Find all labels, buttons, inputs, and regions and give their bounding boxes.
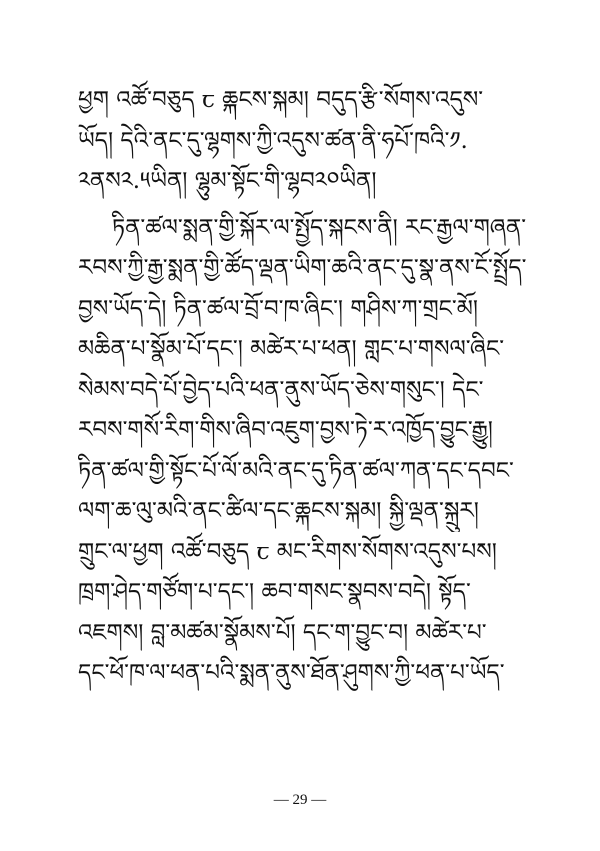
text-line-6: བྱས་ཡོད་དེ། ཏིན་ཚལ་བྲོ་བ་ཁ་ཞིང་། གཤིས་ཀ་གྲང་མོ། — [78, 295, 478, 322]
paragraph-first-line: ཏིན་ཚལ་སྨན་གྱི་སྐོར་ལ་སྤྱོད་སྐངས་ནི། རང་རྒྱལ་གཞན་ — [112, 214, 527, 241]
body-text — [78, 80, 556, 694]
text-line-15: དང་ཕོ་ཁ་ལ་ཕན་པའི་སྨན་ནུས་ཐོན་ཤུགས་ཀྱི་ཕན་པ་ཡོད་ — [78, 660, 505, 686]
text-line-14: འཇགས། བླ་མཚམ་སྣོམས་པོ། དང་ག་བྱུང་བ། མཚེར་པ་ — [78, 619, 487, 646]
page-number: — 29 — — [273, 792, 327, 808]
text-line-1: ཕྱག འཚོ་བཅུད ꞇ ཆྐངས་སྐམ། བདུད་རྩི་སོགས་འདུས་ — [78, 87, 484, 113]
text-line-3: ༢ནས༢.༥ཡིན། ལྷུམ་སྟོང་གི་ལྷབ༢༠ཡིན། — [78, 168, 377, 194]
text-line-9: རབས་གསོ་རིག་གིས་ཞིབ་འཇུག་བྱས་ཏེ་ར་འཁྱོད་བྱུང་རྒྱུ། — [78, 417, 493, 443]
text-line-8: སེམས་བདེ་པོ་བྱེད་པའི་ཕན་ནུས་ཡོད་ཅེས་གསུང་། དེང་ — [78, 376, 484, 403]
text-line-7: མཆིན་པ་སྣོམ་པོ་དང་། མཚེར་པ་ཕན། གླང་པ་གསལ་ཞིང་ — [78, 336, 505, 362]
text-line-10: ཏིན་ཚལ་གྱི་སྟོང་པོ་ལོ་མའི་ནང་དུ་ཏིན་ཚལ་ཀན་དང་དབང་ — [78, 457, 514, 484]
text-line-13: ཁྲག་ཤེད་གཙོག་པ་དང་། ཆབ་གསང་སྣབས་བདེ། སྟོད་ — [78, 579, 471, 605]
text-line-11: ལག་ཆ་ལུ་མའི་ནང་ཚིལ་དང་ཆྐངས་སྐམ། སྐྱི་ལྡན་སྐྲུར། — [78, 498, 479, 524]
text-line-12: གྲུང་ལ་ཕྱག འཚོ་བཅུད ꞇ མང་རིགས་སོགས་འདུས་པས། — [78, 538, 497, 565]
text-line-5: རབས་ཀྱི་རྒྱ་སྨན་གྱི་ཚོད་ལྡན་ཡིག་ཆའི་ནང་དུ་སྣ་ནས་ངོ་སྤྲོད་ — [78, 255, 527, 281]
text-line-2: ཡོད། དེའི་ནང་དུ་ལྷགས་ཀྱི་འདུས་ཚན་ནི་ཧཔོ་ཁའི་༡. — [78, 127, 468, 154]
